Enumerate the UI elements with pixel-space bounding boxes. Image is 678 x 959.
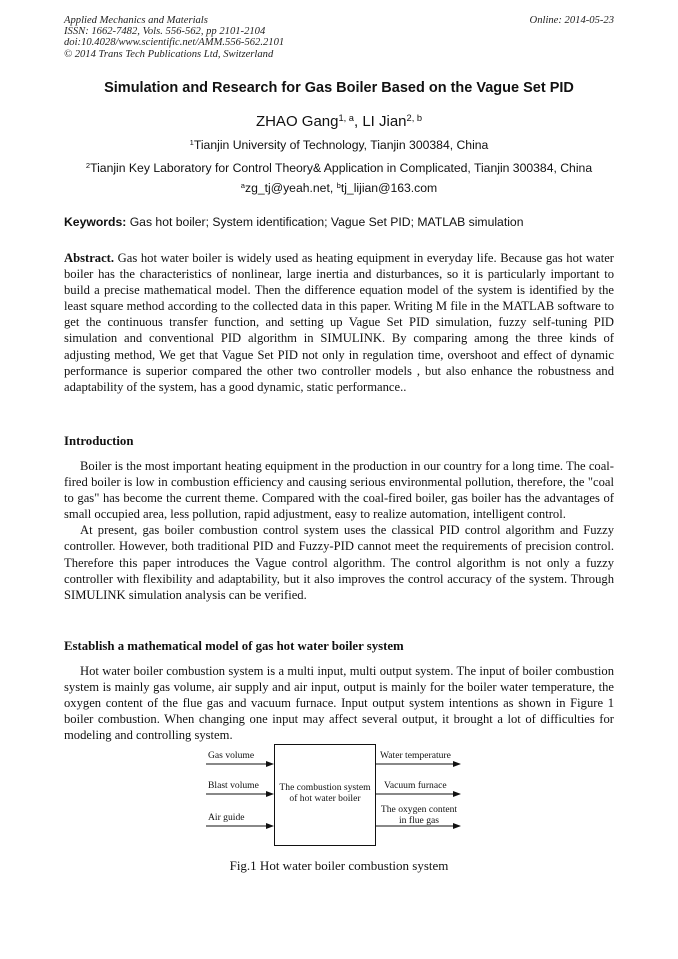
abstract-label: Abstract. bbox=[64, 251, 115, 265]
author-name: ZHAO Gang bbox=[255, 113, 339, 130]
online-date: Online: 2014-05-23 bbox=[529, 15, 614, 26]
affiliation-text: Tianjin University of Technology, Tianjin 300384, China bbox=[193, 138, 489, 152]
email-line bbox=[40, 181, 638, 195]
input-label-gas-volume: Gas volume bbox=[208, 750, 255, 761]
affiliation-text: Tianjin Key Laboratory for Control Theory& Application in Complicated, Tianjin 300384, China bbox=[90, 161, 593, 175]
author-superscript: 2, b bbox=[406, 112, 423, 123]
box-label-line: The combustion system bbox=[279, 782, 371, 793]
output-label-oxygen-content bbox=[378, 804, 460, 826]
keywords-text: Gas hot boiler; System identification; Vague Set PID; MATLAB simulation bbox=[126, 215, 524, 229]
author-superscript: 1, a bbox=[338, 112, 354, 123]
model-paragraph-1: Hot water boiler combustion system is a multi input, multi output system. The input of boiler combustion system is mainly gas volume, air supply and air input, output is mainly for the boiler water temperature, the oxygen content of the flue gas and vacuum furnace. Input output system intentions as shown in Figure 1 boiler combustion. When changing one input may affect several output, it brought a lot of difficulties for modeling and controlling system. bbox=[64, 664, 614, 743]
paper-title: Simulation and Research for Gas Boiler Based on the Vague Set PID bbox=[104, 80, 574, 96]
keywords-line bbox=[64, 215, 614, 229]
output-label-water-temperature: Water temperature bbox=[380, 750, 451, 761]
input-label-air-guide: Air guide bbox=[208, 812, 245, 823]
affiliation-1 bbox=[40, 138, 638, 152]
author-separator: , bbox=[353, 113, 363, 130]
abstract-paragraph bbox=[64, 250, 614, 395]
model-body bbox=[64, 663, 614, 743]
email-superscript: b bbox=[336, 180, 341, 190]
journal-name: Applied Mechanics and Materials bbox=[64, 15, 208, 26]
journal-header bbox=[64, 15, 614, 60]
keywords-label: Keywords: bbox=[64, 215, 127, 229]
email-superscript: a bbox=[240, 180, 245, 190]
combustion-system-label bbox=[274, 782, 376, 804]
affiliation-superscript: 2 bbox=[85, 160, 91, 170]
introduction-body bbox=[64, 458, 614, 603]
copyright-line: © 2014 Trans Tech Publications Ltd, Switzerland bbox=[64, 48, 274, 60]
box-label-line: of hot water boiler bbox=[289, 793, 361, 804]
author-name: LI Jian bbox=[362, 113, 407, 130]
affiliation-2 bbox=[40, 161, 638, 175]
intro-paragraph-2: At present, gas boiler combustion control system uses the classical PID control algorithm and Fuzzy controller. However, both traditional PID and Fuzzy-PID cannot meet the requirements of precision control. Therefore this paper introduces the Vague control algorithm. The control algorithm is not only a fuzzy controller with flexibility and adaptability, but it also improves the control accuracy of the system. Through SIMULINK simulation analysis can be verified. bbox=[64, 523, 614, 602]
figure-1-caption: Fig.1 Hot water boiler combustion system bbox=[229, 858, 449, 873]
issn-line: ISSN: 1662-7482, Vols. 556-562, pp 2101-2104 bbox=[64, 26, 266, 38]
intro-paragraph-1: Boiler is the most important heating equipment in the production in our country for a long time. The coal-fired boiler is low in combustion efficiency and causing serious environmental pollution, therefore, the "coal to gas" has become the current theme. Compared with the coal-fired boiler, gas boiler has the advantages of small occupied area, less pollution, rapid adjustment, easy to realize automation, intelligent control. bbox=[64, 459, 614, 522]
email-text: zg_tj@yeah.net, bbox=[244, 181, 337, 195]
figure-1-diagram bbox=[204, 744, 464, 854]
output-label-line: in flue gas bbox=[399, 815, 439, 826]
input-label-blast-volume: Blast volume bbox=[208, 780, 259, 791]
section-heading-model: Establish a mathematical model of gas hot water boiler system bbox=[64, 639, 404, 653]
abstract-text: Gas hot water boiler is widely used as heating equipment in everyday life. Because gas hot water boiler has the characteristics of nonlinear, large inertia and disturbances, so it is particularly important to build a precise mathematical model. Then the difference equation model of the system is identified by the least square method according to the collected data in this paper. Writing M file in the MATLAB software to get the continuous transfer function, and setting up Vague Set PID simulation, fuzzy self-tuning PID simulation and conventional PID algorithm in SIMULINK. By comparing among the three kinds of adjusting method, We get that Vague Set PID not only in regulation time, overshoot and effect of dynamic performance is superior compared the other two controller models , but also enhance the robustness and adaptability of the system, has a good dynamic, static performance.. bbox=[64, 251, 614, 394]
affiliation-superscript: 1 bbox=[189, 137, 194, 147]
author-line bbox=[40, 113, 638, 130]
doi-line: doi:10.4028/www.scientific.net/AMM.556-562.2101 bbox=[64, 37, 285, 49]
section-heading-introduction: Introduction bbox=[64, 434, 134, 448]
email-text: tj_lijian@163.com bbox=[340, 181, 438, 195]
output-label-vacuum-furnace: Vacuum furnace bbox=[384, 780, 447, 791]
output-label-line: The oxygen content bbox=[380, 804, 458, 815]
